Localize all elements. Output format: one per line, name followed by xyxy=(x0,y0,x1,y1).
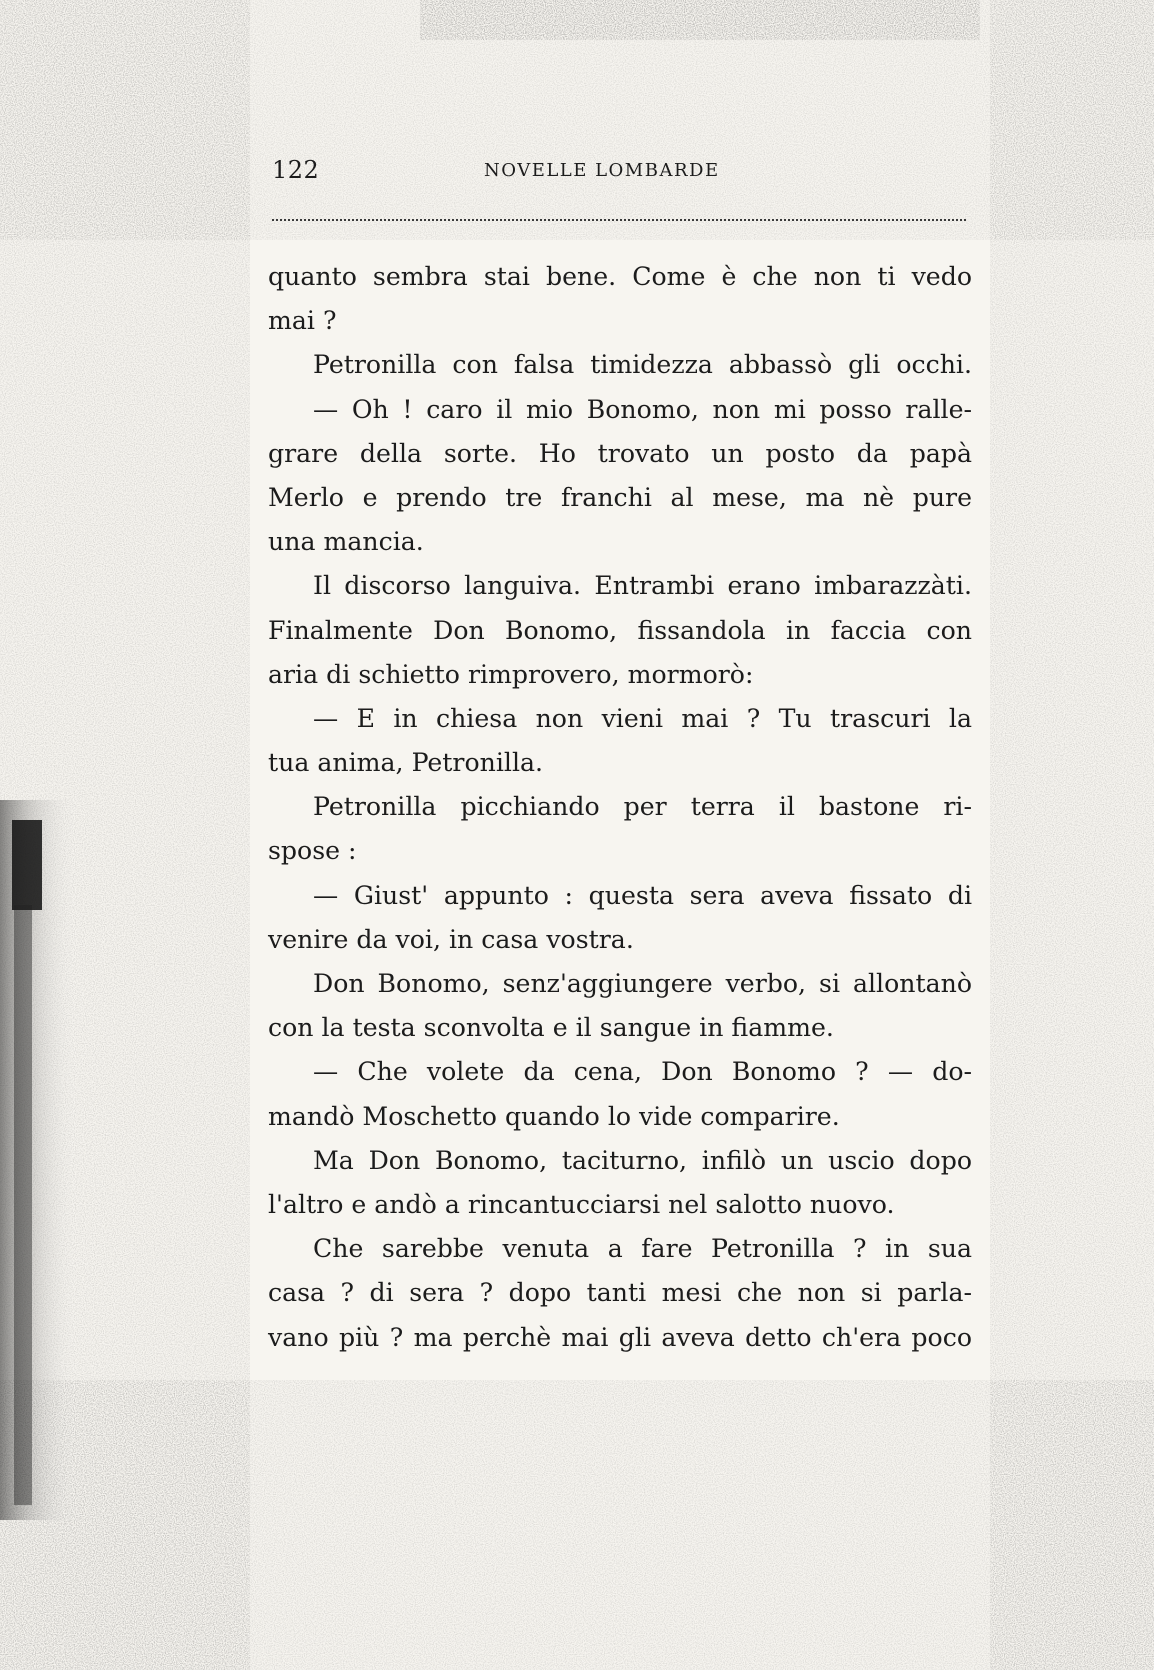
text-line: casa ? di sera ? dopo tanti mesi che non si parla- xyxy=(268,1278,972,1308)
text-line: — Oh ! caro il mio Bonomo, non mi posso ralle- xyxy=(313,394,972,424)
page-number: 122 xyxy=(272,156,320,184)
text-line: — Che volete da cena, Don Bonomo ? — do- xyxy=(313,1057,972,1087)
text-line: Finalmente Don Bonomo, fissandola in faccia con xyxy=(268,615,972,645)
text-line: mandò Moschetto quando lo vide comparire. xyxy=(268,1101,840,1131)
text-line: una mancia. xyxy=(268,527,424,557)
text-line: — E in chiesa non vieni mai ? Tu trascuri la xyxy=(313,703,972,733)
text-line: Petronilla picchiando per terra il bastone ri- xyxy=(313,792,972,822)
header-dotted-rule xyxy=(272,219,966,221)
text-line: — Giust' appunto : questa sera aveva fissato di xyxy=(313,880,972,910)
text-line: vano più ? ma perchè mai gli aveva detto ch'era poco xyxy=(268,1322,972,1352)
text-line: Don Bonomo, senz'aggiungere verbo, si allontanò xyxy=(313,969,972,998)
running-title: NOVELLE LOMBARDE xyxy=(484,160,720,181)
text-line: Il discorso languiva. Entrambi erano imbarazzàti. xyxy=(313,571,972,601)
text-line: aria di schietto rimprovero, mormorò: xyxy=(268,659,754,689)
text-line: l'altro e andò a rincantucciarsi nel salotto nuovo. xyxy=(268,1189,895,1219)
text-line: spose : xyxy=(268,836,357,866)
text-line: Ma Don Bonomo, taciturno, infilò un uscio dopo xyxy=(313,1145,972,1175)
text-line: Che sarebbe venuta a fare Petronilla ? in sua xyxy=(313,1234,972,1264)
text-line: venire da voi, in casa vostra. xyxy=(268,924,634,954)
text-line: quanto sembra stai bene. Come è che non ti vedo xyxy=(268,262,972,291)
text-line: grare della sorte. Ho trovato un posto da papà xyxy=(268,438,972,468)
body-text xyxy=(268,255,972,1360)
text-line: con la testa sconvolta e il sangue in fiamme. xyxy=(268,1013,834,1043)
page-header xyxy=(272,156,972,190)
text-line: Petronilla con falsa timidezza abbassò gli occhi. xyxy=(313,350,972,380)
text-line: tua anima, Petronilla. xyxy=(268,748,544,778)
text-line: mai ? xyxy=(268,306,337,336)
text-line: Merlo e prendo tre franchi al mese, ma nè pure xyxy=(268,482,972,512)
